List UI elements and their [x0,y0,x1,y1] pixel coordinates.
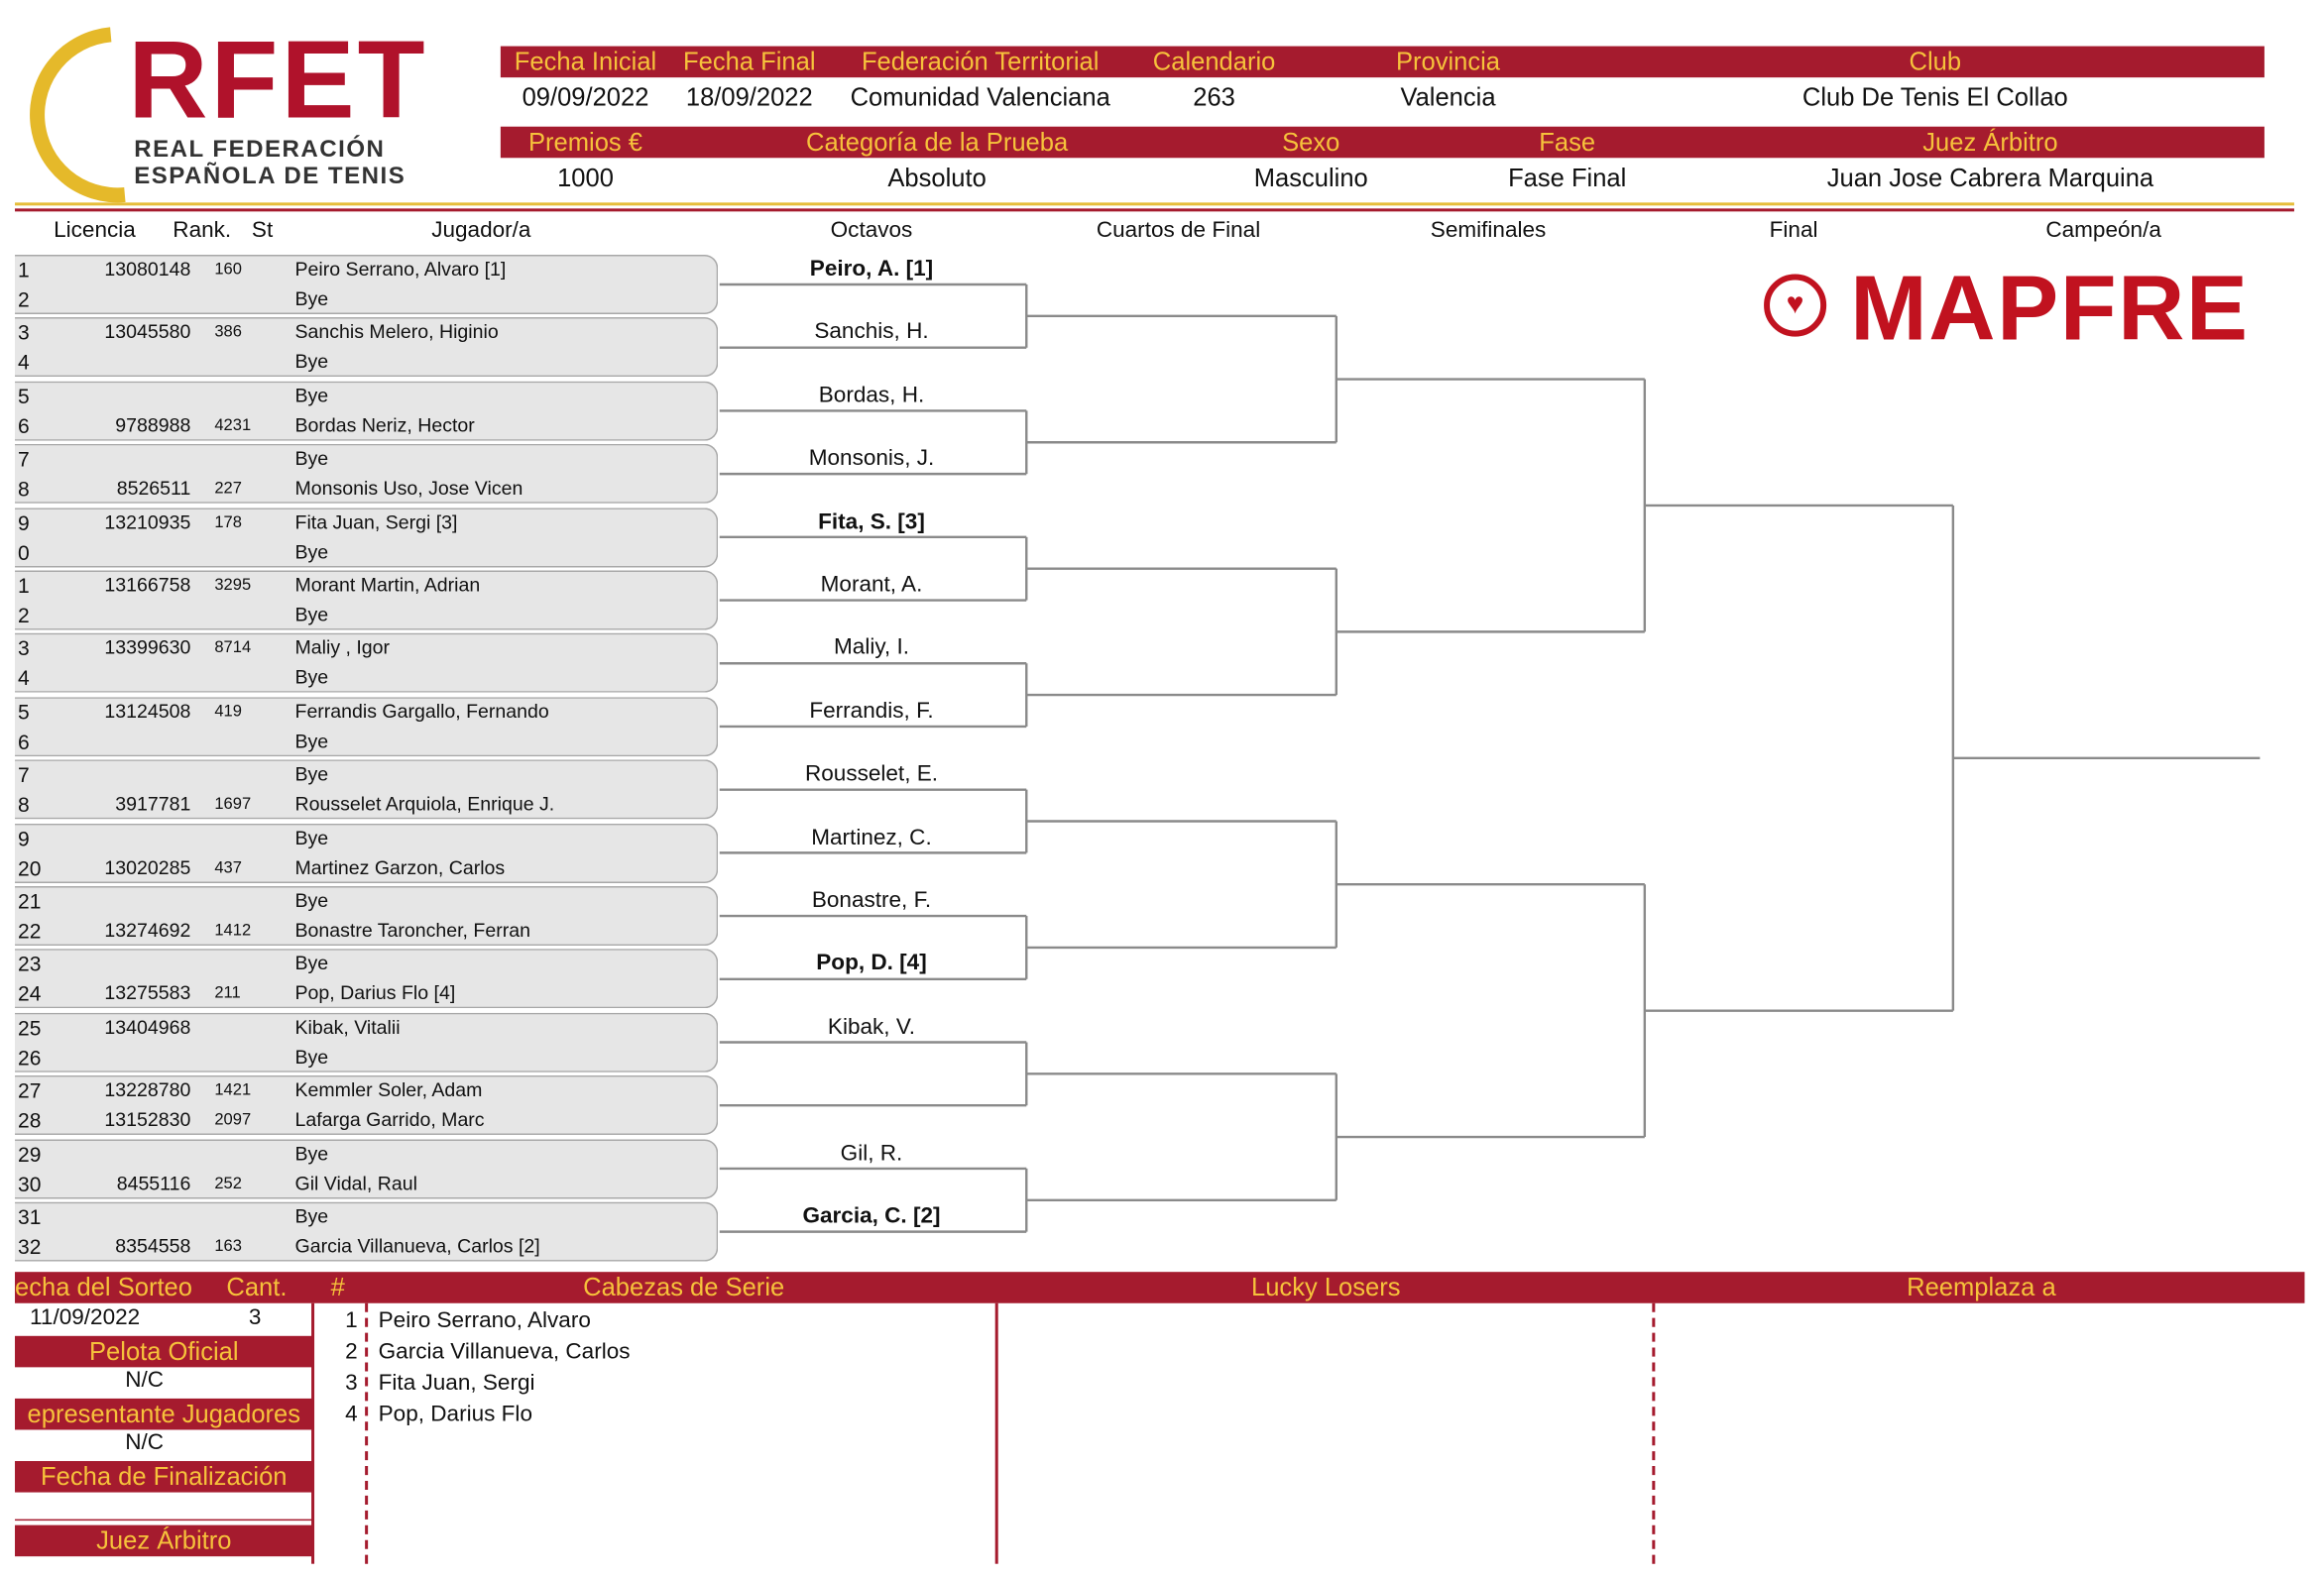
label-cant: Cant. [226,1273,288,1302]
player-position: 1 [18,257,30,282]
finalizacion-box [15,1461,313,1493]
player-name: Kemmler Soler, Adam [294,1078,483,1101]
label-sexo: Sexo [1282,128,1340,157]
player-rank: 3295 [214,576,252,595]
value-federacion: Comunidad Valenciana [850,83,1110,112]
label-representante: epresentante Jugadores [27,1400,301,1428]
player-licencia: 13228780 [104,1078,191,1101]
player-position: 8 [18,477,30,502]
player-position: 1 [18,573,30,598]
player-position: 21 [18,889,42,914]
juez-box [15,1525,313,1557]
player-position: 0 [18,539,30,564]
player-licencia: 13020285 [104,855,191,878]
octavos-winner: Martinez, C. [811,824,932,850]
label-pelota: Pelota Oficial [89,1337,239,1366]
player-position: 8 [18,792,30,817]
player-rank: 252 [214,1174,242,1192]
value-premios: 1000 [557,164,614,192]
player-name: Bye [294,889,329,912]
player-name: Bonastre Taroncher, Ferran [294,919,530,942]
octavos-winner: Ferrandis, F. [809,698,934,724]
octavos-winner: Pop, D. [4] [816,951,927,976]
value-representante: N/C [125,1429,165,1456]
label-juez-footer: Juez Árbitro [96,1526,232,1555]
seed-number: 4 [345,1401,358,1427]
player-position: 4 [18,350,30,375]
value-cant: 3 [248,1304,262,1330]
player-name: Bye [294,603,329,626]
label-finalizacion: Fecha de Finalización [41,1462,288,1492]
player-name: Bye [294,447,329,470]
player-position: 27 [18,1078,42,1103]
player-licencia: 8455116 [116,1171,191,1194]
octavos-winner: Peiro, A. [1] [809,256,934,282]
player-position: 4 [18,666,30,691]
player-rank: 1412 [214,922,252,941]
player-name: Bye [294,826,329,848]
player-rank: 227 [214,480,242,499]
player-position: 2 [18,603,30,627]
octavos-winner: Bordas, H. [818,382,925,408]
player-position: 26 [18,1045,42,1070]
player-licencia: 13399630 [104,636,191,659]
representante-box [15,1399,313,1430]
col-semifinales: Semifinales [1430,217,1547,243]
player-position: 6 [18,413,30,438]
player-licencia: 13124508 [104,699,191,723]
col-licencia: Licencia [54,217,136,243]
octavos-winner: Bonastre, F. [811,887,932,914]
player-name: Bye [294,762,329,786]
label-fecha-sorteo: echa del Sorteo [15,1273,192,1302]
player-licencia: 13152830 [104,1108,191,1131]
octavos-winner: Rousselet, E. [804,761,939,787]
label-calendario: Calendario [1152,48,1276,76]
seed-number: 3 [345,1370,358,1396]
value-fecha-sorteo: 11/09/2022 [30,1304,141,1330]
player-name: Rousselet Arquiola, Enrique J. [294,792,555,816]
player-name: Bye [294,539,329,563]
value-club: Club De Tenis El Collao [1801,83,2068,112]
octavos-winner: Maliy, I. [834,634,909,661]
label-club: Club [1909,48,1962,76]
player-rank: 386 [214,323,242,342]
player-position: 20 [18,855,42,880]
player-name: Bye [294,1141,329,1165]
player-licencia: 13166758 [104,573,191,597]
player-name: Martinez Garzon, Carlos [294,855,506,878]
seed-player: Peiro Serrano, Alvaro [378,1307,591,1333]
player-rank: 1697 [214,795,252,814]
player-name: Maliy , Igor [294,636,391,659]
pelota-box [15,1336,313,1368]
player-position: 9 [18,509,30,534]
player-name: Bordas Neriz, Hector [294,413,475,436]
player-rank: 178 [214,512,242,531]
value-pelota: N/C [125,1367,165,1393]
player-licencia: 13404968 [104,1015,191,1038]
finalizacion-underline [15,1520,313,1522]
label-premios: Premios € [528,128,643,157]
player-rank: 211 [214,984,241,1003]
logo-word: RFET [128,18,428,142]
player-rank: 437 [214,858,242,877]
player-position: 22 [18,919,42,944]
player-position: 32 [18,1234,42,1259]
value-provincia: Valencia [1400,83,1496,112]
player-position: 31 [18,1204,42,1229]
mapfre-logo-icon: ♥ [1764,274,1826,336]
player-position: 5 [18,384,30,408]
footer-divider-3 [995,1303,998,1564]
player-licencia: 8526511 [116,477,191,500]
value-calendario: 263 [1193,83,1235,112]
player-licencia: 8354558 [115,1234,191,1258]
player-name: Bye [294,1045,329,1069]
player-licencia: 13210935 [104,509,191,533]
label-reemplaza: Reemplaza a [1907,1273,2056,1302]
player-position: 25 [18,1015,42,1040]
value-fase: Fase Final [1508,164,1627,192]
player-name: Monsonis Uso, Jose Vicen [294,477,523,500]
player-position: 7 [18,762,30,787]
player-position: 24 [18,981,42,1006]
player-licencia: 9788988 [115,413,191,436]
logo-line-2: ESPAÑOLA DE TENIS [134,164,407,189]
value-fecha-final: 18/09/2022 [685,83,813,112]
octavos-winner: Sanchis, H. [814,319,929,345]
player-licencia: 3917781 [115,792,191,816]
label-federacion: Federación Territorial [861,48,1100,76]
player-position: 7 [18,447,30,472]
player-position: 30 [18,1171,42,1195]
seed-number: 2 [345,1338,358,1365]
footer-divider-2 [365,1303,368,1564]
label-fase: Fase [1539,128,1596,157]
value-juez: Juan Jose Cabrera Marquina [1826,164,2154,192]
seed-player: Garcia Villanueva, Carlos [378,1338,631,1365]
player-licencia: 13275583 [104,981,191,1005]
player-name: Bye [294,286,329,310]
label-fecha-final: Fecha Final [683,48,816,76]
player-name: Gil Vidal, Raul [294,1171,417,1194]
player-position: 3 [18,636,30,661]
label-hash: # [330,1273,345,1302]
player-name: Bye [294,666,329,689]
label-juez: Juez Árbitro [1922,128,2058,157]
player-rank: 419 [214,702,242,721]
player-rank: 4231 [214,416,252,435]
player-rank: 2097 [214,1111,252,1130]
seed-player: Fita Juan, Sergi [378,1370,535,1396]
label-cabezas: Cabezas de Serie [583,1273,785,1302]
col-octavos: Octavos [830,217,913,243]
player-rank: 1421 [214,1081,252,1100]
player-rank: 8714 [214,639,252,658]
octavos-winner: Kibak, V. [827,1013,916,1040]
value-sexo: Masculino [1253,164,1368,192]
player-licencia: 13080148 [104,257,191,281]
label-fecha-inicial: Fecha Inicial [514,48,657,76]
octavos-winner: Fita, S. [3] [818,508,925,534]
footer-bar [15,1272,2304,1303]
player-name: Kibak, Vitalii [294,1015,401,1038]
footer-divider-4 [1652,1303,1655,1564]
player-position: 5 [18,699,30,724]
player-name: Bye [294,1204,329,1228]
value-fecha-inicial: 09/09/2022 [522,83,649,112]
octavos-winner: Morant, A. [820,571,923,598]
player-name: Bye [294,384,329,406]
value-categoria: Absoluto [887,164,987,192]
player-position: 23 [18,952,42,976]
player-licencia: 13045580 [104,320,191,344]
label-provincia: Provincia [1395,48,1501,76]
col-campeon: Campeón/a [2045,217,2161,243]
col-jugador: Jugador/a [431,217,531,243]
octavos-winner: Garcia, C. [2] [802,1203,941,1229]
player-rank: 163 [214,1237,242,1256]
player-position: 28 [18,1108,42,1133]
octavos-winner: Monsonis, J. [808,445,935,472]
player-position: 29 [18,1141,42,1166]
col-final: Final [1769,217,1818,243]
label-categoria: Categoría de la Prueba [806,128,1069,157]
seed-player: Pop, Darius Flo [378,1401,532,1427]
col-st: St [251,217,274,243]
logo-line-1: REAL FEDERACIÓN [134,137,386,163]
label-lucky: Lucky Losers [1251,1273,1401,1302]
player-name: Fita Juan, Sergi [3] [294,509,458,533]
player-position: 2 [18,286,30,312]
player-name: Bye [294,729,329,752]
sponsor-name: MAPFRE [1850,268,2250,358]
player-rank: 160 [214,260,242,279]
player-position: 3 [18,320,30,345]
player-name: Lafarga Garrido, Marc [294,1108,485,1131]
player-name: Ferrandis Gargallo, Fernando [294,699,549,723]
col-rank: Rank. [173,217,232,243]
player-name: Pop, Darius Flo [4] [294,981,456,1005]
player-position: 9 [18,826,30,850]
player-name: Morant Martin, Adrian [294,573,481,597]
player-name: Peiro Serrano, Alvaro [1] [294,257,507,281]
player-name: Garcia Villanueva, Carlos [2] [294,1234,540,1258]
footer-divider-1 [311,1303,314,1564]
player-name: Bye [294,350,329,374]
seed-number: 1 [345,1307,358,1333]
col-cuartos: Cuartos de Final [1096,217,1261,243]
player-name: Sanchis Melero, Higinio [294,320,499,344]
octavos-winner: Gil, R. [840,1140,903,1166]
player-name: Bye [294,952,329,975]
player-position: 6 [18,729,30,753]
player-licencia: 13274692 [104,919,191,942]
